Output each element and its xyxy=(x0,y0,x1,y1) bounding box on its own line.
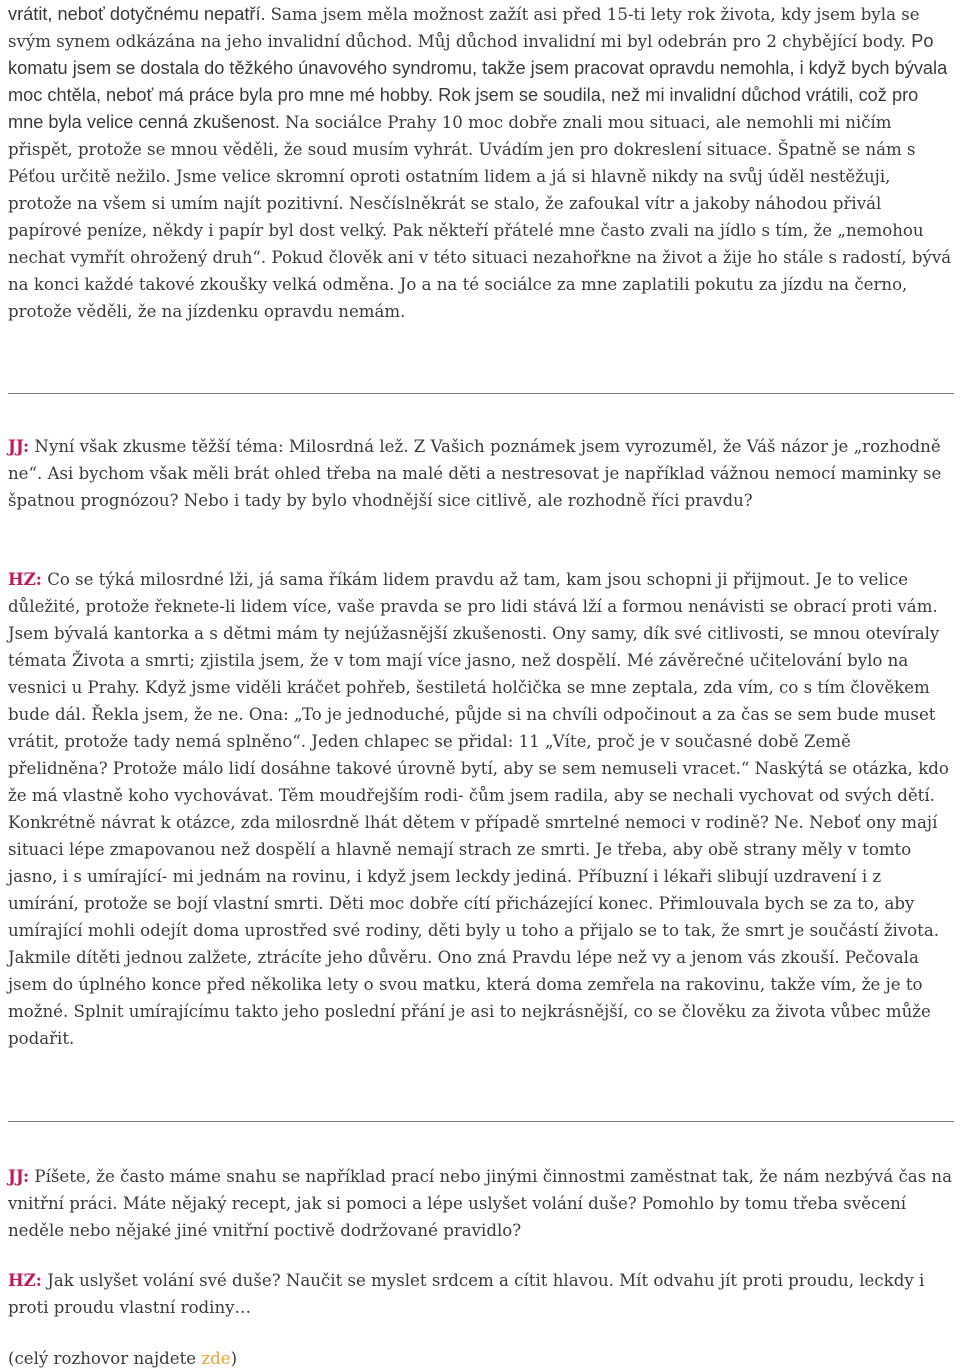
speaker-label-jj: JJ: xyxy=(8,1166,30,1186)
intro-text-1: vrátit, neboť dotyčnému nepatří. xyxy=(8,4,271,24)
question-text: Nyní však zkusme těžší téma: Milosrdná lež. Z Vašich poznámek jsem vyrozuměl, že Váš názor je „rozhodně ne“. Asi bychom však měli brát ohled třeba na malé děti a nestresovat je například vážnou nemocí maminky se špatnou prognózou? Nebo i tady by bylo vhodnější sice citlivě, ale rozhodně říci pravdu? xyxy=(8,437,942,510)
answer-paragraph xyxy=(8,566,954,1052)
question-paragraph xyxy=(8,433,954,514)
intro-text-2: Sama jsem měla možnost zažít asi před 15-ti lety rok života, kdy jsem byla se svým synem odkázána na jeho invalidní důchod. Můj důchod invalidní mi byl odebrán pro 2 chybějící body. xyxy=(8,5,920,51)
question-text: Píšete, že často máme snahu se například prací nebo jinými činnostmi zaměstnat tak, že nám nezbývá čas na vnitřní práci. Máte nějaký recept, jak si pomoci a lépe uslyšet volání duše? Pomohlo by tomu třeba svěcení neděle nebo nějaké jiné vnitřní poctivě dodržované pravidlo? xyxy=(8,1167,953,1240)
footer-suffix: ) xyxy=(230,1349,238,1368)
speaker-label-jj: JJ: xyxy=(8,436,30,456)
speaker-label-hz: HZ: xyxy=(8,1270,42,1290)
intro-paragraph xyxy=(8,1,954,325)
answer-paragraph xyxy=(8,1267,954,1321)
full-interview-link[interactable]: zde xyxy=(201,1349,231,1368)
answer-text: Co se týká milosrdné lži, já sama říkám lidem pravdu až tam, kam jsou schopni ji přijmout. Je to velice důležité, protože řeknete-li lidem více, vaše pravda se pro lidi stává lží a formou nenávisti se obrací proti vám. Jsem bývalá kantorka a s dětmi mám ty nejúžasnější zkušenosti. Ony samy, dík své citlivosti, se mnou otevíraly témata Života a smrti; zjistila jsem, že v tom mají více jasno, než dospělí. Mé závěrečné učitelování bylo na vesnici u Prahy. Když jsme viděli kráčet pohřeb, šestiletá holčička se mne zeptala, zda vím, co s tím člověkem bude dál. Řekla jsem, že ne. Ona: „To je jednoduché, půjde si na chvíli odpočinout a za čas se sem bude muset vrátit, protože tady nemá splněno“. Jeden chlapec se přidal: 11 „Víte, proč je v současné době Země přelidněna? Protože málo lidí dosáhne takové úrovně bytí, aby se sem nemuseli vracet.“ Naskýtá se otázka, kdo že má vlastně koho vychovávat. Těm moudřejším rodi- čům jsem radila, aby se nechali vychovat od svých dětí. Konkrétně návrat k otázce, zda milosrdně lhát dětem v případě smrtelné nemoci v rodině? Ne. Neboť ony mají situaci lépe zmapovanou než dospělí a hlavně nemají strach ze smrti. Je třeba, aby obě strany měly v tomto jasno, i s umírající- mi jednám na rovinu, i když jsem leckdy jediná. Příbuzní i lékaři slibují uzdravení i z umírání, protože se bojí vlastní smrti. Děti moc dobře cítí přicházející konec. Přimlouvala bych se za to, aby umírající mohli odejít doma uprostřed své rodiny, děti byly u toho a přijalo se to tak, že smrt je součástí života. Jakmile dítěti jednou zalžete, ztrácíte jeho důvěru. Ono zná Pravdu lépe než vy a jenom vás zkouší. Pečovala jsem do úplného konce před několika lety o svou matku, která doma zemřela na rakovinu, takže vím, že je to možné. Splnit umírajícímu takto jeho poslední přání je asi to nejkrásnější, co se člověku za života vůbec může podařit. xyxy=(8,570,949,1048)
section-divider xyxy=(8,1121,954,1122)
footer-note xyxy=(8,1345,954,1372)
answer-text: Jak uslyšet volání své duše? Naučit se myslet srdcem a cítit hlavou. Mít odvahu jít proti proudu, leckdy i proti proudu vlastní rodiny… xyxy=(8,1271,925,1317)
question-paragraph xyxy=(8,1163,954,1244)
intro-text-3: Po komatu jsem se dostala do těžkého únavového syndromu, takže jsem pracovat opravdu nemohla, i když bych bývala moc chtěla, neboť má práce byla pro mne mé hobby. Rok jsem se soudila, než mi invalidní důchod vrátili, což pro mne byla velice cenná zkušenost. xyxy=(8,31,948,132)
intro-text-4: Na sociálce Prahy 10 moc dobře znali mou situaci, ale nemohli mi ničím přispět, protože se mnou věděli, že soud musím vyhrát. Uvádím jen pro dokreslení situace. Špatně se nám s Péťou určitě nežilo. Jsme velice skromní oproti ostatním lidem a já si hlavně nikdy na svůj úděl nestěžuji, protože na všem si umím najít pozitivní. Nesčíslněkrát se stalo, že zafoukal vítr a jakoby náhodou přivál papírové peníze, někdy i papír byl dost velký. Pak někteří přátelé mne často zvali na jídlo s tím, že „nemohou nechat vymřít ohrožený druh“. Pokud člověk ani v této situaci nezahořkne na život a žije ho stále s radostí, bývá na konci každé takové zkoušky velká odměna. Jo a na té sociálce za mne zaplatili pokutu za jízdu na černo, protože věděli, že na jízdenku opravdu nemám. xyxy=(8,113,952,321)
section-divider xyxy=(8,393,954,394)
footer-prefix: (celý rozhovor najdete xyxy=(8,1349,202,1368)
speaker-label-hz: HZ: xyxy=(8,569,42,589)
